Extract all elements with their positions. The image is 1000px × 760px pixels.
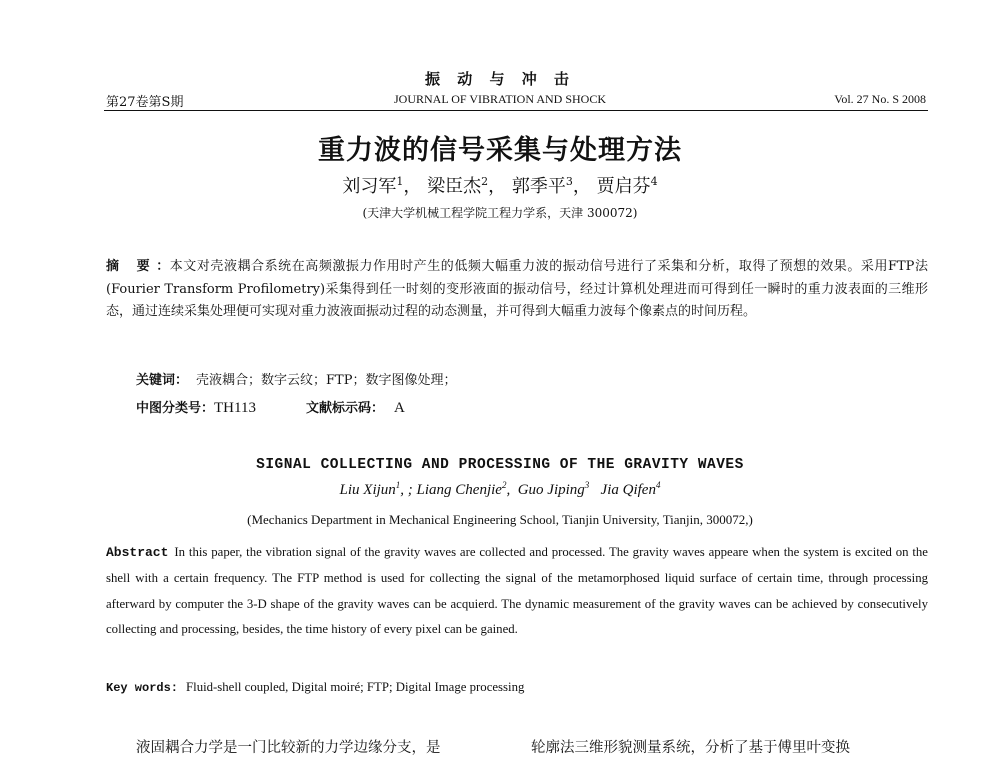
- author-sup: 1: [395, 480, 401, 490]
- paper-title-en: SIGNAL COLLECTING AND PROCESSING OF THE GRAVITY WAVES: [256, 457, 744, 473]
- abstract-cn-label: 摘 要: [106, 259, 157, 274]
- author-en: Guo Jiping: [517, 482, 585, 498]
- journal-name-en: JOURNAL OF VIBRATION AND SHOCK: [393, 92, 607, 106]
- keywords-cn-label: 关键词：: [136, 373, 189, 388]
- doc-code-value: A: [393, 400, 405, 416]
- author-sup: 4: [655, 480, 661, 490]
- author-sup: 2: [501, 480, 507, 490]
- authors-cn: 刘习军$^1$， 梁臣杰$^2$， 郭季平$^3$， 贾启芬$^4$: [342, 175, 658, 197]
- keywords-en: [106, 680, 524, 695]
- clc-value: TH113: [214, 400, 256, 416]
- abstract-cn-text: 本文对壳液耦合系统在高频激振力作用时产生的低频大幅重力波的振动信号进行了采集和分析，取得了预想的效果。采用FTP法(Fourier Transform Profilometry)采集得到任一时刻的变形液面的振动信号，经过计算机处理进而可得到任一瞬时的重力波表面的三维形态，通过连续采集处理便可实现对重力波液面振动过程的动态测量，并可得到大幅重力波每个像素点的时间历程。: [106, 259, 928, 319]
- author-sup: 4: [650, 175, 658, 188]
- author-en: Jia Qifen: [600, 482, 656, 498]
- author-cn: 郭季平: [511, 176, 566, 197]
- keywords-cn: [136, 369, 456, 388]
- journal-name-cn: 振 动 与 冲 击: [425, 70, 575, 88]
- author-cn: 贾启芬: [596, 176, 651, 197]
- author-sup: 2: [481, 175, 489, 188]
- doc-code-label: 文献标示码：: [305, 401, 384, 416]
- keywords-en-text: Fluid-shell coupled, Digital moiré; FTP; Digital Image processing: [186, 680, 525, 694]
- header-rule: [104, 110, 928, 111]
- author-cn: 刘习军: [342, 176, 397, 197]
- author-cn: 梁臣杰: [427, 176, 482, 197]
- clc-label: 中图分类号：: [136, 401, 215, 416]
- author-en: Liang Chenjie: [416, 482, 502, 498]
- keywords-en-label: Key words:: [106, 681, 179, 695]
- abstract-en: [106, 540, 928, 643]
- abstract-en-text: In this paper, the vibration signal of the gravity waves are collected and processed. The gravity waves appeare when the system is excited on the shell with a certain frequency. The FTP method is used for collecting the signal of the metamorphosed liquid surface of certain time, through processing afterward by computer the 3-D shape of the gravity waves can be acquierd. The dynamic measurement of the gravity waves can be achieved by consecutively collecting and processing, besides, the time history of every pixel can be gained.: [106, 545, 928, 637]
- author-sup: 3: [584, 480, 590, 490]
- abstract-cn: 摘 要：本文对壳液耦合系统在高频激振力作用时产生的低频大幅重力波的振动信号进行了采集和分析，取得了预想的效果。采用FTP法(Fourier Transform Profilometry)采集得到任一时刻的变形液面的振动信号，经过计算机处理进而可得到任一瞬时的重力波表面的三维形态，通过连续采集处理便可实现对重力波液面振动过程的动态测量，并可得到大幅重力波每个像素点的时间历程。: [106, 259, 928, 319]
- author-sup: 3: [565, 175, 573, 188]
- paper-title-cn: 重力波的信号采集与处理方法: [318, 135, 682, 166]
- affiliation-cn: (天津大学机械工程学院工程力学系，天津 300072): [362, 206, 638, 220]
- classification-cn: [136, 397, 405, 417]
- authors-en: Liu Xijun$^1$, ; Liang Chenjie$^2$, Guo Jiping$^3$ Jia Qifen$^4$: [339, 480, 661, 498]
- abstract-en-label: Abstract: [106, 545, 169, 560]
- body-text-left-column: 液固耦合力学是一门比较新的力学边缘分支，是: [136, 740, 441, 756]
- keywords-cn-text: 壳液耦合；数字云纹；FTP；数字图像处理；: [196, 373, 457, 388]
- body-text-right-column: 轮廓法三维形貌测量系统，分析了基于傅里叶变换: [531, 740, 850, 756]
- affiliation-en: (Mechanics Department in Mechanical Engineering School, Tianjin University, Tianjin, 300072,): [247, 512, 753, 527]
- author-en: Liu Xijun: [339, 482, 396, 498]
- volume-issue-en: Vol. 27 No. S 2008: [834, 92, 926, 106]
- volume-issue-cn: 第27卷第S期: [106, 95, 184, 110]
- author-sup: 1: [396, 175, 404, 188]
